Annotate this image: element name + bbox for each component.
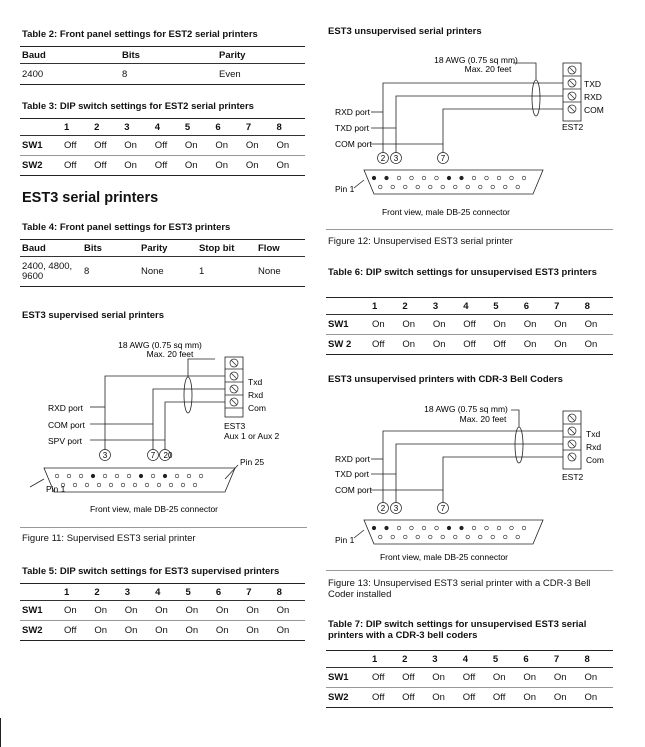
table6-header: 4 [461,298,491,315]
fig11-max: Max. 20 feet [146,349,194,359]
connector-pin [497,176,501,180]
connector-pin [472,526,476,530]
fig13-term: Txd [586,429,601,439]
table7-header: 1 [370,651,400,668]
fig11-term: Txd [248,377,263,387]
fig11-est3: EST3 [224,421,246,431]
figure11-diagram [20,335,305,520]
section-heading-supervised: EST3 supervised serial printers [22,310,165,321]
connector-pin [428,535,432,539]
table7-header: 4 [461,651,491,668]
table5-header: 2 [92,584,122,601]
fig11-pin: 3 [102,451,108,460]
table7 [326,650,613,708]
table6-header: 5 [491,298,521,315]
table6-caption: Table 6: DIP switch settings for unsupervised EST3 printers [328,267,597,278]
fig11-term: Rxd [248,390,264,400]
connector-pin [403,185,407,189]
table2-header: Baud [20,47,120,64]
table5 [20,583,305,641]
table4-cell: 8 [82,257,139,287]
connector-pin [516,185,520,189]
connector-pin [397,176,401,180]
table7-header: 5 [491,651,522,668]
table6-header: 8 [583,298,613,315]
table6-cell: On [583,335,613,355]
fig11-port: COM port [48,420,85,430]
table5-cell: On [214,621,244,641]
table3 [20,118,305,176]
table3-cell: Off [92,136,122,156]
table3-cell: On [183,156,214,176]
connector-pin [491,185,495,189]
fig12-port: RXD port [335,107,370,117]
table7-header: 3 [430,651,461,668]
connector-pin [163,474,167,478]
table2-cell: 8 [120,64,217,85]
table4-header: Parity [139,240,197,257]
connector-pin [453,535,457,539]
connector-pin [478,535,482,539]
table6-cell: Off [370,335,400,355]
table2-header: Bits [120,47,217,64]
table7-cell: Off [461,668,491,688]
table3-cell: On [274,156,305,176]
table4-cell: None [139,257,197,287]
connector-pin [121,483,125,487]
table7-cell: On [430,668,461,688]
table5-cell: On [123,621,153,641]
connector-pin [187,474,191,478]
connector-pin [145,483,149,487]
table5-cell: On [123,601,153,621]
table3-cell: On [213,156,244,176]
fig13-pin: 3 [393,504,399,513]
table5-header: 5 [184,584,214,601]
figure12-diagram [326,50,613,225]
table7-header [326,651,370,668]
connector-pin [503,535,507,539]
table6-cell: On [400,335,430,355]
table5-cell: On [92,621,122,641]
table5-header: 7 [244,584,274,601]
table6-cell: Off [461,335,491,355]
fig12-front: Front view, male DB-25 connector [381,207,511,217]
table7-cell: On [521,668,552,688]
table7-row-label: SW2 [326,688,370,708]
connector-pin [460,526,464,530]
table7-header: 2 [400,651,430,668]
table7-cell: Off [370,688,400,708]
table6-row-label: SW 2 [326,335,370,355]
connector-pin [485,176,489,180]
table3-header: 1 [62,119,92,136]
table3-header: 6 [213,119,244,136]
connector-pin [516,535,520,539]
connector-pin [416,535,420,539]
table7-cell: On [582,688,613,708]
table6-cell: On [431,335,461,355]
fig11-front: Front view, male DB-25 connector [89,504,219,514]
connector-pin [139,474,143,478]
table5-row-label: SW1 [20,601,62,621]
connector-pin [403,535,407,539]
table5-header [20,584,62,601]
connector-pin [410,526,414,530]
table3-header: 5 [183,119,214,136]
table3-cell: On [244,136,275,156]
table3-header: 7 [244,119,275,136]
table3-cell: On [122,156,153,176]
table6-cell: On [522,315,552,335]
connector-pin [175,474,179,478]
table5-cell: On [153,621,183,641]
connector-pin [372,526,376,530]
table5-cell: On [214,601,244,621]
connector-pin [466,185,470,189]
connector-pin [428,185,432,189]
connector-pin [441,185,445,189]
connector-pin [472,176,476,180]
connector-pin [385,176,389,180]
table6-header: 2 [400,298,430,315]
table4-caption: Table 4: Front panel settings for EST3 printers [22,222,231,233]
connector-pin [503,185,507,189]
table6-cell: On [370,315,400,335]
table5-cell: On [62,601,92,621]
table6-header: 3 [431,298,461,315]
fig13-est2: EST2 [562,472,584,482]
connector-pin [397,526,401,530]
section-heading-unsupervised: EST3 unsupervised serial printers [328,26,482,37]
table7-cell: On [491,668,522,688]
table7-row-label: SW1 [326,668,370,688]
connector-pin [510,176,514,180]
table3-cell: On [183,136,214,156]
connector-pin [435,176,439,180]
table3-header: 2 [92,119,122,136]
margin-mark [0,718,1,747]
table4-header: Bits [82,240,139,257]
table7-caption: Table 7: DIP switch settings for unsupervised EST3 serial printers with a CDR-3 bell coders [328,619,587,641]
table6 [326,297,613,355]
fig11-port: RXD port [48,403,83,413]
fig12-pin: 3 [393,154,399,163]
table5-cell: On [275,601,305,621]
connector-pin [497,526,501,530]
connector-pin [441,535,445,539]
table3-header: 3 [122,119,153,136]
table6-header: 7 [552,298,582,315]
connector-pin [85,483,89,487]
table7-cell: On [552,668,583,688]
fig12-port: TXD port [335,123,370,133]
connector-pin [378,185,382,189]
connector-pin [115,474,119,478]
connector-pin [466,535,470,539]
fig13-term: Rxd [586,442,602,452]
connector-pin [485,526,489,530]
table4-header: Baud [20,240,82,257]
fig12-term: COM [584,105,604,115]
table3-cell: Off [153,156,183,176]
table4-cell: None [256,257,305,287]
connector-pin [103,474,107,478]
table4-header: Flow [256,240,305,257]
fig11-pin: 20 [163,451,173,460]
table2-caption: Table 2: Front panel settings for EST2 serial printers [22,29,258,40]
table6-cell: On [431,315,461,335]
table4 [20,239,305,287]
table7-cell: Off [400,688,430,708]
table3-cell: On [274,136,305,156]
connector-pin [522,176,526,180]
table7-cell: Off [491,688,522,708]
table7-cell: Off [461,688,491,708]
fig13-max: Max. 20 feet [459,414,507,424]
table7-header: 8 [582,651,613,668]
connector-pin [109,483,113,487]
table7-header: 7 [552,651,583,668]
figure13-caption: Figure 13: Unsupervised EST3 serial printer with a CDR-3 Bell Coder installed [328,578,591,600]
table5-caption: Table 5: DIP switch settings for EST3 supervised printers [22,566,280,577]
table3-header: 4 [153,119,183,136]
connector-pin [453,185,457,189]
table5-cell: On [92,601,122,621]
table2-cell: Even [217,64,305,85]
fig12-max: Max. 20 feet [464,64,512,74]
table6-cell: Off [461,315,491,335]
connector-pin [73,483,77,487]
table6-cell: On [552,335,582,355]
connector-pin [199,474,203,478]
table7-cell: On [582,668,613,688]
connector-pin [491,535,495,539]
table5-cell: On [244,601,274,621]
fig12-pin: 2 [380,154,386,163]
table6-cell: On [491,315,521,335]
fig12-pin: 7 [440,154,446,163]
connector-pin [391,535,395,539]
fig12-term: TXD [584,79,601,89]
fig11-port: SPV port [48,436,83,446]
fig12-pin1: Pin 1 [335,184,355,194]
table5-cell: On [184,601,214,621]
fig11-pin1: Pin 1 [46,484,66,494]
fig11-pin: 7 [150,451,156,460]
connector-pin [422,176,426,180]
connector-pin [410,176,414,180]
table7-header: 6 [521,651,552,668]
section-heading-est3: EST3 serial printers [22,190,159,206]
connector-pin [372,176,376,180]
table4-cell: 2400, 4800, 9600 [20,257,82,287]
table6-header [326,298,370,315]
table2 [20,46,305,85]
table7-cell: On [521,688,552,708]
connector-pin [157,483,161,487]
fig13-front: Front view, male DB-25 connector [379,552,509,562]
figure11-caption: Figure 11: Supervised EST3 serial printer [22,533,196,544]
connector-pin [169,483,173,487]
table6-cell: On [552,315,582,335]
table5-cell: On [244,621,274,641]
table3-cell: Off [62,136,92,156]
fig13-port: RXD port [335,454,370,464]
table4-cell: 1 [197,257,256,287]
fig11-aux: Aux 1 or Aux 2 [224,431,280,441]
connector-pin [460,176,464,180]
table5-cell: On [275,621,305,641]
table6-header: 1 [370,298,400,315]
fig13-pin: 2 [380,504,386,513]
table6-cell: On [583,315,613,335]
fig12-est2: EST2 [562,122,584,132]
table5-cell: On [184,621,214,641]
connector-pin [385,526,389,530]
table2-cell: 2400 [20,64,120,85]
table6-row-label: SW1 [326,315,370,335]
fig13-pin: 7 [440,504,446,513]
table3-cell: On [122,136,153,156]
fig13-port: TXD port [335,469,370,479]
table3-cell: On [244,156,275,176]
connector-pin [193,483,197,487]
connector-pin [97,483,101,487]
table6-cell: On [522,335,552,355]
table3-caption: Table 3: DIP switch settings for EST2 serial printers [22,101,254,112]
connector-pin [55,474,59,478]
table5-header: 6 [214,584,244,601]
connector-pin [447,176,451,180]
connector-pin [133,483,137,487]
connector-pin [416,185,420,189]
table5-cell: Off [62,621,92,641]
section-heading-bell: EST3 unsupervised printers with CDR-3 Bell Coders [328,374,563,385]
fig11-pin25: Pin 25 [240,457,265,467]
table5-header: 1 [62,584,92,601]
table5-header: 3 [123,584,153,601]
connector-pin [151,474,155,478]
connector-pin [447,526,451,530]
connector-pin [127,474,131,478]
table5-cell: On [153,601,183,621]
connector-pin [522,526,526,530]
fig11-awg: 18 AWG (0.75 sq mm) [118,340,202,350]
connector-pin [181,483,185,487]
connector-pin [67,474,71,478]
connector-pin [422,526,426,530]
table7-cell: On [430,688,461,708]
table6-header: 6 [522,298,552,315]
table3-row-label: SW1 [20,136,62,156]
connector-pin [510,526,514,530]
table3-cell: On [213,136,244,156]
table7-cell: On [552,688,583,708]
table5-header: 8 [275,584,305,601]
connector-pin [391,185,395,189]
connector-pin [478,185,482,189]
table7-cell: Off [400,668,430,688]
table3-cell: Off [62,156,92,176]
connector-pin [91,474,95,478]
connector-pin [378,535,382,539]
table5-row-label: SW2 [20,621,62,641]
table4-header: Stop bit [197,240,256,257]
fig11-term: Com [248,403,266,413]
table2-header: Parity [217,47,305,64]
connector-pin [435,526,439,530]
table5-header: 4 [153,584,183,601]
fig13-pin1: Pin 1 [335,535,355,545]
table6-cell: On [400,315,430,335]
connector-pin [79,474,83,478]
fig12-port: COM port [335,139,372,149]
table6-cell: Off [491,335,521,355]
table3-cell: Off [153,136,183,156]
figure13-diagram [326,398,613,566]
figure12-caption: Figure 12: Unsupervised EST3 serial printer [328,236,513,247]
fig13-port: COM port [335,485,372,495]
table3-cell: Off [92,156,122,176]
table3-header: 8 [274,119,305,136]
table7-cell: Off [370,668,400,688]
fig13-awg: 18 AWG (0.75 sq mm) [424,404,508,414]
table3-row-label: SW2 [20,156,62,176]
fig12-awg: 18 AWG (0.75 sq mm) [434,55,518,65]
table3-header [20,119,62,136]
fig13-term: Com [586,455,604,465]
fig12-term: RXD [584,92,602,102]
